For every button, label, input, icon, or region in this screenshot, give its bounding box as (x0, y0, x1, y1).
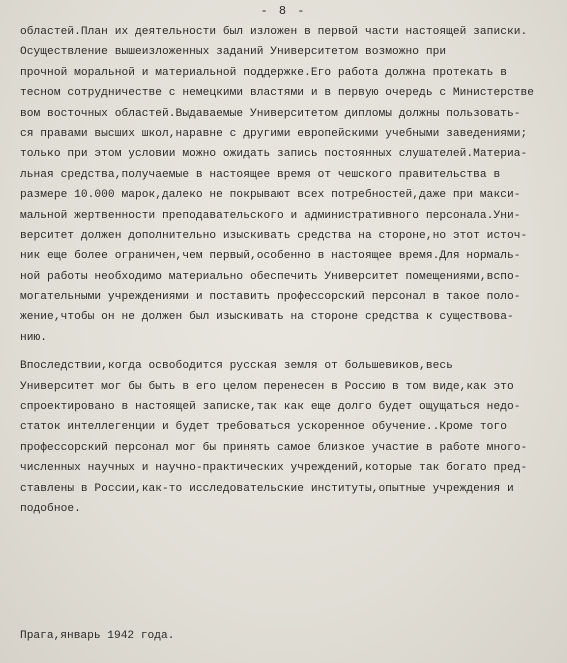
text-line: ставлены в России,как-то исследовательские институты,опытные учреждения и (20, 482, 514, 495)
text-line: ник еще более ограничен,чем первый,особенно в настоящее время.Для нормаль- (20, 250, 521, 263)
text-line: ся правами высших школ,наравне с другими европейскими учебными заведениями; (20, 127, 528, 140)
text-line: тесном сотрудничестве с немецкими властями и в первую очередь с Министерстве (20, 87, 535, 100)
text-line: ной работы необходимо материально обеспечить Университет помещениями,вспо- (20, 270, 521, 283)
text-line: льная средства,получаемые в настоящее время от чешского правительства в (20, 168, 501, 181)
text-line: только при этом условии можно ожидать запись постоянных слушателей.Материа- (20, 148, 528, 161)
body-text (20, 22, 552, 519)
text-line: статок интеллегенции и будет требоваться ускоренное обучение..Кроме того (20, 421, 507, 434)
text-line: мальной жертвенности преподавательского и административного персонала.Уни- (20, 209, 521, 222)
text-line: Впоследствии,когда освободится русская земля от большевиков,весь (20, 360, 453, 373)
place-date-line: Прага,январь 1942 года. (20, 630, 175, 642)
text-line: прочной моральной и материальной поддержке.Его работа должна протекать в (20, 66, 507, 79)
paragraph-gap (20, 348, 552, 356)
text-line: численных научных и научно-практических учреждений,которые так богато пред- (20, 462, 528, 475)
text-line: размере 10.000 марок,далеко не покрывают всех потребностей,даже при макси- (20, 189, 521, 202)
text-line: могательными учреждениями и поставить профессорский персонал в такое поло- (20, 291, 521, 304)
text-line: подобное. (20, 502, 81, 515)
text-line: верситет должен дополнительно изыскивать средства на стороне,но этот источ- (20, 229, 528, 242)
text-line: профессорский персонал мог бы принять самое близкое участие в работе много- (20, 441, 528, 454)
page-number: - 8 - (260, 4, 307, 18)
text-line: спроектировано в настоящей записке,так как еще долго будет ощущаться недо- (20, 401, 521, 414)
text-line: нию. (20, 331, 48, 344)
text-line: Осуществление вышеизложенных заданий Университетом возможно при (20, 46, 447, 59)
text-line: областей.План их деятельности был изложен в первой части настоящей записки. (20, 26, 528, 38)
text-line: вом восточных областей.Выдаваемые Университетом дипломы должны пользовать- (20, 107, 521, 120)
text-line: Университет мог бы быть в его целом перенесен в Россию в том виде,как это (20, 380, 514, 393)
text-line: жение,чтобы он не должен был изыскивать на стороне средства к существова- (20, 311, 514, 324)
